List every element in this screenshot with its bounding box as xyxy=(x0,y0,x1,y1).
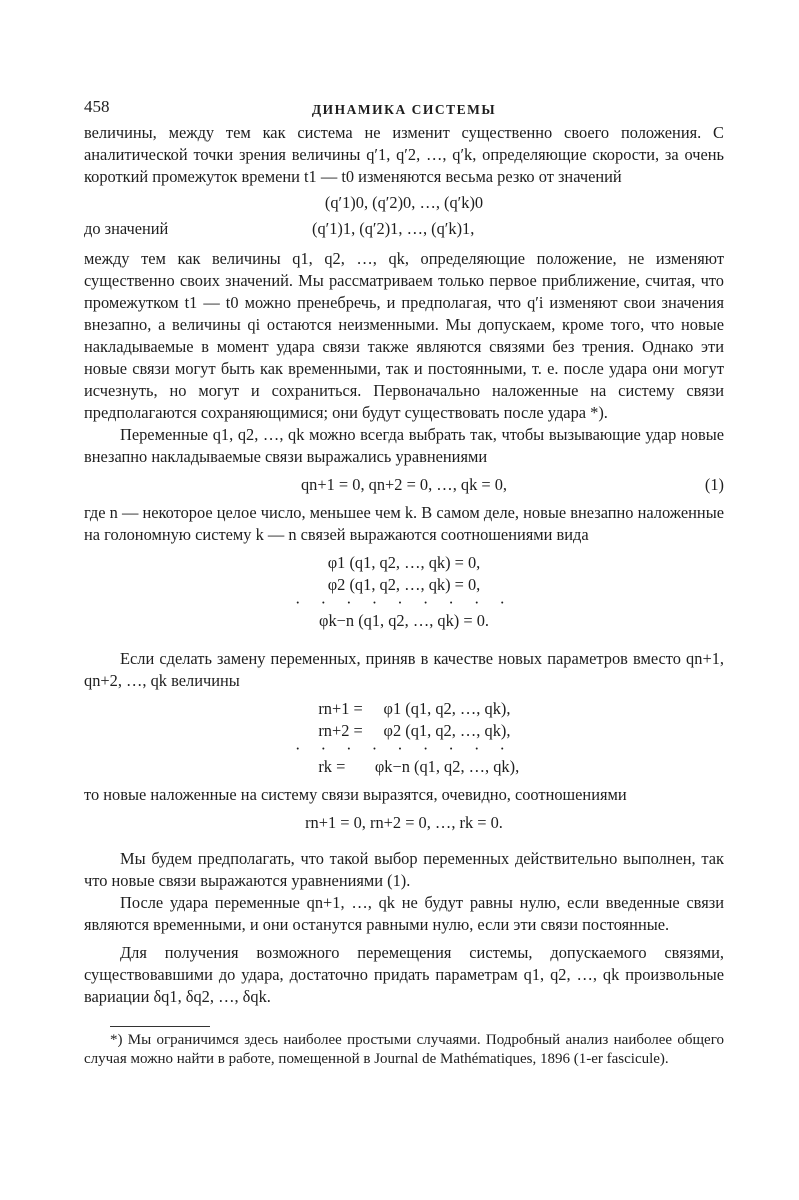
paragraph-virtual-displacement: Для получения возможного перемещения системы, допускаемого связями, существовавшими до удара, достаточно придать параметрам q1, q2, …, qk произвольные вариации δq1, δq2, …, δqk. xyxy=(84,943,724,1006)
paragraph-assumption: Мы будем предполагать, что такой выбор переменных действительно выполнен, так что новые связи выражаются уравнениями (1). xyxy=(84,849,724,890)
paragraph-substitution: Если сделать замену переменных, приняв в качестве новых параметров вместо qn+1, qn+2, …, qk величины xyxy=(84,649,724,690)
paragraph-variables: Переменные q1, q2, …, qk можно всегда выбрать так, чтобы вызывающие удар новые внезапно накладываемые связи выражались уравнениями xyxy=(84,425,724,466)
substitution-1: rn+1 = φ1 (q1, q2, …, qk), xyxy=(318,699,511,718)
constraint-k-n: φk−n (q1, q2, …, qk) = 0. xyxy=(319,611,489,630)
values-to: (q′1)1, (q′2)1, …, (q′k)1, xyxy=(312,219,475,238)
constraint-1: φ1 (q1, q2, …, qk) = 0, xyxy=(327,553,481,572)
paragraph-velocities: величины, между тем как система не изменит существенно своего положения. С аналитической точки зрения величины q′1, q′2, …, q′k, определяющие скорости, за очень короткий промежуток времени t1 — t0 изменяются весьма резко от значений xyxy=(84,123,724,186)
paragraph-positions: между тем как величины q1, q2, …, qk, определяющие положение, не изменяют существенно своих значений. Мы рассматриваем только первое приближение, считая, что промежутком t1 — t0 можно пренебречь, и предполагая, что q′i изменяют свои значения внезапно, а величины qi остаются неизменными. Мы допускаем, кроме того, что новые накладываемые в момент удара связи также являются связями без трения. Однако эти новые связи могут быть как временными, так и постоянными, т. е. после удара они могут исчезнуть, но могут и сохраниться. Первоначально наложенные на систему связи предполагаются сохраняющимися; они будут существовать после удара *). xyxy=(84,249,724,422)
paragraph-new-constraints: то новые наложенные на систему связи выразятся, очевидно, соотношениями xyxy=(84,785,627,804)
running-title: ДИНАМИКА СИСТЕМЫ xyxy=(311,102,497,117)
equation-r: rn+1 = 0, rn+2 = 0, …, rk = 0. xyxy=(305,813,503,832)
ellipsis-row: · · · · · · · · · xyxy=(295,593,513,612)
page xyxy=(84,92,724,1069)
page-header xyxy=(84,92,724,122)
page-number: 458 xyxy=(84,97,110,116)
paragraph-holonomic: где n — некоторое целое число, меньшее чем k. В самом деле, новые внезапно наложенные на голономную систему k — n связей выражаются соотношениями вида xyxy=(84,503,724,544)
label-to-values: до значений xyxy=(84,219,169,238)
values-to-row xyxy=(84,214,724,242)
equation-1-body: qn+1 = 0, qn+2 = 0, …, qk = 0, xyxy=(300,475,508,494)
values-from: (q′1)0, (q′2)0, …, (q′k)0 xyxy=(324,193,484,212)
substitution-k: rk = φk−n (q1, q2, …, qk), xyxy=(318,757,520,776)
equation-1 xyxy=(84,474,724,496)
footnote xyxy=(84,1031,724,1069)
ellipsis-row-2: · · · · · · · · · xyxy=(295,739,513,758)
constraint-2: φ2 (q1, q2, …, qk) = 0, xyxy=(327,575,481,594)
footnote-text: *) Мы ограничимся здесь наиболее простыми случаями. Подробный анализ наиболее общего случая можно найти в работе, помещенной в Journal de Mathématiques, 1896 (1-er fascicule). xyxy=(84,1032,724,1067)
equation-1-number: (1) xyxy=(704,475,724,494)
substitution-2: rn+2 = φ2 (q1, q2, …, qk), xyxy=(318,721,511,740)
paragraph-after-impact: После удара переменные qn+1, …, qk не будут равны нулю, если введенные связи являются временными, и они останутся равными нулю, если эти связи постоянные. xyxy=(84,893,724,934)
footnote-rule xyxy=(110,1026,210,1027)
